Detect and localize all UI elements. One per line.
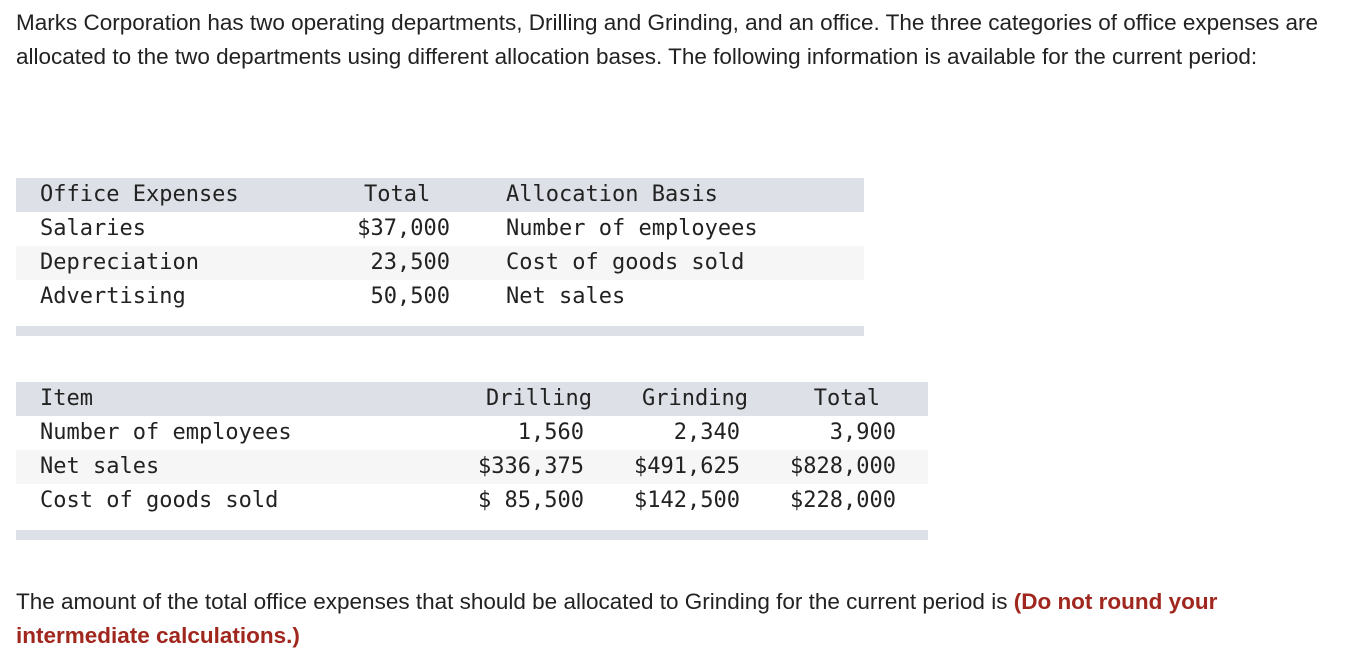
table-header-row (16, 382, 928, 416)
drilling-value: 1,560 (517, 420, 584, 445)
table-row (16, 450, 928, 484)
total-value: 3,900 (829, 420, 896, 445)
grinding-value: $491,625 (634, 454, 740, 479)
table-header-row (16, 178, 864, 212)
table-spacer (16, 314, 864, 326)
header-item: Item (40, 386, 93, 411)
question-text (16, 585, 1336, 653)
expense-total: $37,000 (357, 216, 450, 241)
item-name: Cost of goods sold (40, 488, 279, 513)
table-footer-bar (16, 530, 928, 540)
expense-name: Depreciation (40, 250, 199, 275)
expense-total: 23,500 (370, 250, 450, 275)
expense-total: 50,500 (370, 284, 450, 309)
header-total: Total (364, 182, 431, 207)
table-row (16, 212, 864, 246)
question-prompt: The amount of the total office expenses that should be allocated to Grinding for the current period is (16, 589, 1014, 614)
total-value: $228,000 (790, 488, 896, 513)
table-spacer (16, 518, 928, 530)
expense-name: Salaries (40, 216, 146, 241)
drilling-value: $ 85,500 (478, 488, 584, 513)
expense-basis: Number of employees (506, 216, 758, 241)
table-footer-bar (16, 326, 864, 336)
header-office-expenses: Office Expenses (40, 182, 239, 207)
header-total: Total (813, 386, 880, 411)
total-value: $828,000 (790, 454, 896, 479)
header-drilling: Drilling (486, 386, 592, 411)
item-name: Net sales (40, 454, 160, 479)
drilling-value: $336,375 (478, 454, 584, 479)
expense-basis: Net sales (506, 284, 626, 309)
table-row (16, 246, 864, 280)
table-row (16, 484, 928, 518)
grinding-value: $142,500 (634, 488, 740, 513)
expense-basis: Cost of goods sold (506, 250, 745, 275)
grinding-value: 2,340 (673, 420, 740, 445)
office-expenses-table (16, 178, 864, 336)
problem-intro: Marks Corporation has two operating departments, Drilling and Grinding, and an office. The three categories of office expenses are allocated to the two departments using different allocation bases. The following information is available for the current period: (16, 10, 1318, 69)
table-row (16, 416, 928, 450)
table-row (16, 280, 864, 314)
header-allocation-basis: Allocation Basis (506, 182, 718, 207)
item-name: Number of employees (40, 420, 292, 445)
header-grinding: Grinding (642, 386, 748, 411)
expense-name: Advertising (40, 284, 186, 309)
question-emphasis: (Do not round your intermediate calculations.) (16, 589, 1218, 648)
department-items-table (16, 382, 928, 540)
